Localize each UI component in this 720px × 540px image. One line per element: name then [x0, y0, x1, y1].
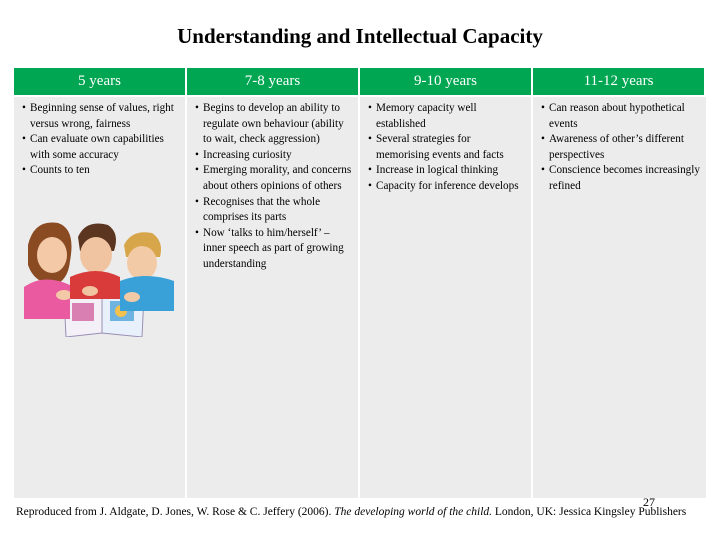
- list-item: • Begins to develop an ability to regulate own behaviour (ability to wait, check aggression): [195, 101, 352, 148]
- list-item: • Increase in logical thinking: [368, 163, 525, 179]
- children-reading-photo: [24, 215, 174, 337]
- column-cell-11-12-years: [533, 95, 706, 498]
- column-header-11-12-years: 11-12 years: [533, 68, 706, 95]
- list-item: • Awareness of other’s different perspectives: [541, 132, 700, 163]
- slide-title: Understanding and Intellectual Capacity: [177, 24, 543, 48]
- list-item: • Recognises that the whole comprises its parts: [195, 195, 352, 226]
- list-item: • Can evaluate own capabilities with some accuracy: [22, 132, 179, 163]
- citation-book-title: The developing world of the child.: [334, 506, 493, 518]
- column-cell-5-years: [14, 95, 187, 498]
- list-item: • Conscience becomes increasingly refined: [541, 163, 700, 194]
- source-citation: [16, 504, 706, 520]
- list-item: • Capacity for inference develops: [368, 179, 525, 195]
- list-item: • Increasing curiosity: [195, 148, 352, 164]
- development-table: [14, 68, 706, 498]
- list-item: • Counts to ten: [22, 163, 179, 179]
- citation-suffix: London, UK: Jessica Kingsley Publishers: [492, 506, 687, 518]
- column-cell-7-8-years: [187, 95, 360, 498]
- column-header-7-8-years: 7-8 years: [187, 68, 360, 95]
- list-item: • Emerging morality, and concerns about others opinions of others: [195, 163, 352, 194]
- column-cell-9-10-years: [360, 95, 533, 498]
- list-item: • Several strategies for memorising events and facts: [368, 132, 525, 163]
- page-number: 27: [643, 495, 655, 509]
- list-item: • Beginning sense of values, right versus wrong, fairness: [22, 101, 179, 132]
- citation-prefix: Reproduced from J. Aldgate, D. Jones, W. Rose & C. Jeffery (2006).: [16, 506, 335, 518]
- column-header-5-years: 5 years: [14, 68, 187, 95]
- list-item: • Memory capacity well established: [368, 101, 525, 132]
- list-item: • Can reason about hypothetical events: [541, 101, 700, 132]
- list-item: • Now ‘talks to him/herself’ – inner speech as part of growing understanding: [195, 226, 352, 273]
- column-header-9-10-years: 9-10 years: [360, 68, 533, 95]
